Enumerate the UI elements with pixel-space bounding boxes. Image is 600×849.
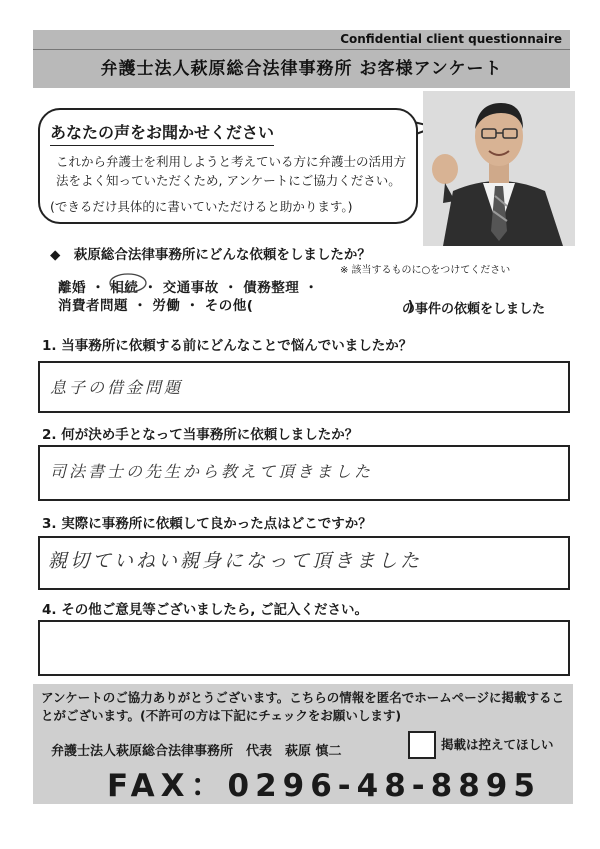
question-4-label: 4. その他ご意見等ございましたら, ご記入ください。 (42, 602, 369, 618)
question-1-answer: 息子の借金問題 (50, 378, 184, 397)
question-3-label: 3. 実際に事務所に依頼して良かった点はどこですか？ (42, 516, 372, 532)
page-title: 弁護士法人萩原総合法律事務所 お客様アンケート (100, 59, 503, 79)
footer-band (33, 684, 573, 804)
question-2-label: 2. 何が決め手となって当事務所に依頼しましたか？ (42, 427, 359, 443)
no-publish-checkbox[interactable] (408, 731, 436, 759)
intro-heading: あなたの声をお聞かせください (50, 120, 274, 146)
question-2-answer: 司法書士の先生から教えて頂きました (50, 462, 374, 481)
request-categories-line1: 離婚 ・ 相続 ・ 交通事故 ・ 債務整理 ・ (58, 280, 319, 296)
question-1-answer-box[interactable] (38, 361, 570, 413)
lawyer-portrait-icon (423, 91, 575, 246)
request-type-question: ◆ 萩原総合法律事務所にどんな依頼をしましたか？ (50, 247, 371, 263)
question-3-answer-box[interactable] (38, 536, 570, 590)
no-publish-label: 掲載は控えてほしい (441, 737, 554, 752)
question-4-answer-box[interactable] (38, 620, 570, 676)
header-divider (33, 49, 570, 50)
request-categories-line2: 消費者問題 ・ 労働 ・ その他( ) (58, 298, 415, 314)
request-categories-suffix: の事件の依頼をしました (402, 302, 546, 317)
header-band (33, 30, 570, 88)
intro-text: これから弁護士を利用しようと考えている方に弁護士の活用方法をよく知っていただくため, アンケートにご協力ください。 (56, 154, 407, 188)
fax-number: FAX：0296-48-8895 (107, 768, 541, 804)
request-type-note: ※ 該当するものに○をつけてください (340, 265, 511, 276)
question-3-answer: 親切ていねい親身になって頂きました (48, 550, 423, 572)
question-2-answer-box[interactable] (38, 445, 570, 501)
intro-bubble (38, 108, 418, 224)
footer-message: アンケートのご協力ありがとうございます。こちらの情報を匿名でホームページに掲載することがございます。(不許可の方は下記にチェックをお願いします) (41, 690, 565, 723)
lawyer-photo (423, 91, 575, 246)
question-1-label: 1. 当事務所に依頼する前にどんなことで悩んでいましたか？ (42, 338, 413, 354)
intro-note: (できるだけ具体的に書いていただけると助かります。) (50, 199, 353, 214)
header-subtitle: Confidential client questionnaire (340, 32, 562, 46)
firm-representative: 弁護士法人萩原総合法律事務所 代表 萩原 慎二 (51, 744, 342, 759)
handdrawn-circle-icon (108, 272, 148, 294)
